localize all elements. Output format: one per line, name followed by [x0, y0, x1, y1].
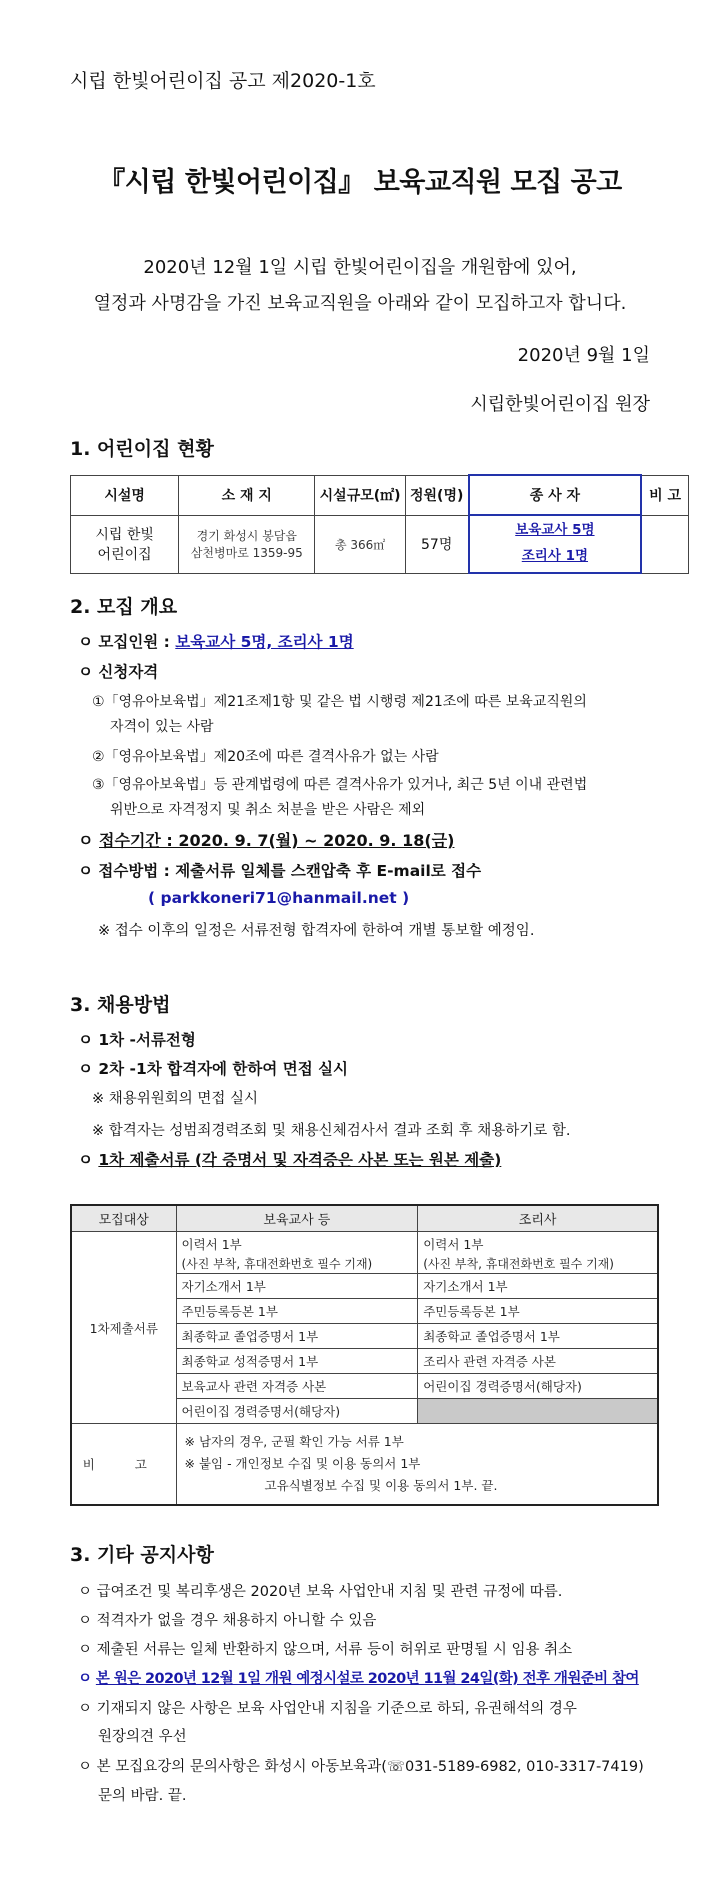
section1-heading: 1. 어린이집 현황 — [70, 438, 214, 460]
col-target: 모집대상 — [71, 1205, 176, 1232]
bullet-icon: ㅇ — [78, 633, 99, 651]
intro-line-1: 2020년 12월 1일 시립 한빛어린이집을 개원함에 있어, — [143, 257, 577, 278]
bullet-icon: ㅇ — [78, 1031, 99, 1049]
bullet-icon: ㅇ — [78, 1151, 99, 1169]
section3-heading: 3. 채용방법 — [70, 994, 171, 1016]
bullet-icon: ㅇ — [78, 1671, 96, 1687]
col-cook: 조리사 — [418, 1205, 658, 1232]
docs-heading: 1차 제출서류 (각 증명서 및 자격증은 사본 또는 원본 제출) — [98, 1151, 502, 1169]
col-facility-name: 시설명 — [71, 475, 179, 515]
staff-teachers: 보육교사 5명 — [515, 522, 595, 539]
cook-doc: 어린이집 경력증명서(해당자) — [418, 1374, 658, 1399]
col-capacity: 정원(명) — [405, 475, 468, 515]
table-row — [71, 1232, 658, 1254]
cook-doc: 주민등록등본 1부 — [418, 1299, 658, 1324]
qualification-row — [78, 660, 158, 682]
period-row — [78, 828, 454, 851]
other-item-5b: 문의 바람. 끝. — [98, 1788, 187, 1804]
other-item-2 — [78, 1609, 376, 1630]
col-teacher: 보육교사 등 — [176, 1205, 418, 1232]
cook-doc: 조리사 관련 자격증 사본 — [418, 1349, 658, 1374]
cook-doc: (사진 부착, 휴대전화번호 필수 기재) — [418, 1253, 658, 1274]
bullet-icon: ㅇ — [78, 1759, 97, 1775]
teacher-doc: 보육교사 관련 자격증 사본 — [176, 1374, 418, 1399]
teacher-doc: 최종학교 성적증명서 1부 — [176, 1349, 418, 1374]
group-label: 1차제출서류 — [71, 1232, 176, 1424]
facility-table — [70, 474, 689, 574]
section2-heading: 2. 모집 개요 — [70, 596, 178, 618]
remarks-label: 비 고 — [71, 1424, 176, 1506]
bullet-icon: ㅇ — [78, 1060, 99, 1078]
other-item-2-text: 적격자가 없을 경우 채용하지 아니할 수 있음 — [96, 1613, 377, 1629]
qual-item-2: ②「영유아보육법」제20조에 따른 결격사유가 없는 사람 — [92, 749, 439, 765]
col-location: 소 재 지 — [179, 475, 315, 515]
notice-number: 시립 한빛어린이집 공고 제2020-1호 — [70, 70, 376, 92]
facility-name-line1: 시립 한빛 — [95, 527, 154, 543]
recruit-label: 모집인원 : — [98, 633, 170, 651]
bullet-icon: ㅇ — [78, 663, 99, 681]
teacher-doc: 어린이집 경력증명서(해당자) — [176, 1399, 418, 1424]
application-method: 접수방법 : 제출서류 일체를 스캔압축 후 E-mail로 접수 — [98, 862, 482, 880]
facility-name — [71, 515, 179, 573]
section4-heading: 3. 기타 공지사항 — [70, 1544, 214, 1566]
staff-cook: 조리사 1명 — [521, 548, 589, 564]
qual-item-3b: 위반으로 자격정지 및 취소 처분을 받은 사람은 제외 — [110, 802, 426, 818]
col-note: 비 고 — [641, 475, 688, 515]
facility-note — [641, 515, 688, 573]
teacher-doc: (사진 부착, 휴대전화번호 필수 기재) — [176, 1253, 418, 1274]
step1-row — [78, 1028, 196, 1050]
address-line1: 경기 화성시 봉담읍 — [196, 529, 297, 543]
step1: 1차 -서류전형 — [98, 1031, 196, 1049]
qualification-label: 신청자격 — [98, 663, 159, 681]
remark-1: ※ 남자의 경우, 군필 확인 가능 서류 1부 — [184, 1434, 404, 1450]
signer: 시립한빛어린이집 원장 — [470, 394, 650, 415]
highlight-notice — [78, 1667, 639, 1688]
step2: 2차 -1차 합격자에 한하여 면접 실시 — [98, 1060, 349, 1078]
bullet-icon: ㅇ — [78, 1584, 97, 1600]
documents-table-header — [71, 1205, 658, 1232]
other-item-1-text: 급여조건 및 복리후생은 2020년 보육 사업안내 지침 및 관련 규정에 따름. — [96, 1584, 563, 1600]
teacher-doc: 이력서 1부 — [176, 1232, 418, 1254]
documents-table — [70, 1204, 659, 1506]
other-item-5-text: 본 모집요강의 문의사항은 화성시 아동보육과(☏031-5189-6982, 010-3317-7419) — [96, 1759, 644, 1775]
facility-name-line2: 어린이집 — [97, 547, 152, 563]
address-line2: 삼천병마로 1359-95 — [190, 546, 303, 560]
teacher-doc: 최종학교 졸업증명서 1부 — [176, 1324, 418, 1349]
application-period: 접수기간 : 2020. 9. 7(월) ~ 2020. 9. 18(금) — [99, 831, 455, 850]
highlight-text: 본 원은 2020년 12월 1일 개원 예정시설로 2020년 11월 24일(화) 전후 개원준비 참여 — [95, 1671, 639, 1687]
facility-capacity: 57명 — [405, 515, 468, 573]
other-item-4-text: 기재되지 않은 사항은 보육 사업안내 지침을 기준으로 하되, 유권해석의 경우 — [96, 1701, 577, 1717]
other-item-3 — [78, 1638, 572, 1659]
facility-size: 총 366㎡ — [315, 515, 405, 573]
bullet-icon: ㅇ — [78, 1701, 97, 1717]
other-item-4 — [78, 1697, 577, 1718]
method-note-1: ※ 채용위원회의 면접 실시 — [92, 1091, 259, 1107]
facility-staff — [469, 515, 642, 573]
application-note: ※ 접수 이후의 일정은 서류전형 합격자에 한하여 개별 통보할 예정임. — [98, 923, 535, 939]
intro-line-2: 열정과 사명감을 가진 보육교직원을 아래와 같이 모집하고자 합니다. — [93, 293, 627, 314]
remark-2: ※ 붙임 - 개인정보 수집 및 이용 동의서 1부 — [184, 1456, 421, 1472]
facility-table-header — [71, 475, 689, 515]
qual-item-1a: ①「영유아보육법」제21조제1항 및 같은 법 시행령 제21조에 따른 보육교직원의 — [92, 694, 587, 710]
application-email[interactable]: ( parkkoneri71@hanmail.net ) — [148, 889, 410, 907]
teacher-doc: 자기소개서 1부 — [176, 1274, 418, 1299]
qual-item-1b: 자격이 있는 사람 — [110, 719, 214, 735]
cook-doc: 자기소개서 1부 — [418, 1274, 658, 1299]
cook-doc: 최종학교 졸업증명서 1부 — [418, 1324, 658, 1349]
col-size: 시설규모(㎡) — [315, 475, 405, 515]
other-item-3-text: 제출된 서류는 일체 반환하지 않으며, 서류 등이 허위로 판명될 시 임용 취소 — [96, 1642, 573, 1658]
bullet-icon: ㅇ — [78, 862, 99, 880]
cook-doc: 이력서 1부 — [418, 1232, 658, 1254]
bullet-icon: ㅇ — [78, 831, 100, 850]
step2-row — [78, 1057, 348, 1079]
recruit-value: 보육교사 5명, 조리사 1명 — [175, 633, 354, 651]
teacher-doc: 주민등록등본 1부 — [176, 1299, 418, 1324]
col-staff: 종 사 자 — [469, 475, 642, 515]
page-title: 『시립 한빛어린이집』 보육교직원 모집 공고 — [98, 167, 622, 198]
recruit-row — [78, 630, 354, 652]
method-row — [78, 859, 481, 881]
bullet-icon: ㅇ — [78, 1613, 97, 1629]
cook-doc-empty — [418, 1399, 658, 1424]
other-item-1 — [78, 1580, 562, 1601]
other-item-4b: 원장의견 우선 — [98, 1729, 187, 1745]
facility-address — [179, 515, 315, 573]
remark-3: 고유식별정보 수집 및 이용 동의서 1부. 끝. — [264, 1477, 498, 1493]
method-note-2: ※ 합격자는 성범죄경력조회 및 채용신체검사서 결과 조회 후 채용하기로 함. — [92, 1123, 571, 1139]
bullet-icon: ㅇ — [78, 1642, 97, 1658]
facility-row — [71, 515, 689, 573]
remarks-row — [71, 1424, 658, 1506]
docs-row — [78, 1148, 501, 1170]
qual-item-3a: ③「영유아보육법」등 관계법령에 따른 결격사유가 있거나, 최근 5년 이내 관련법 — [92, 777, 588, 793]
notice-date: 2020년 9월 1일 — [517, 345, 650, 366]
remarks-content — [176, 1424, 658, 1506]
other-item-5 — [78, 1755, 644, 1776]
